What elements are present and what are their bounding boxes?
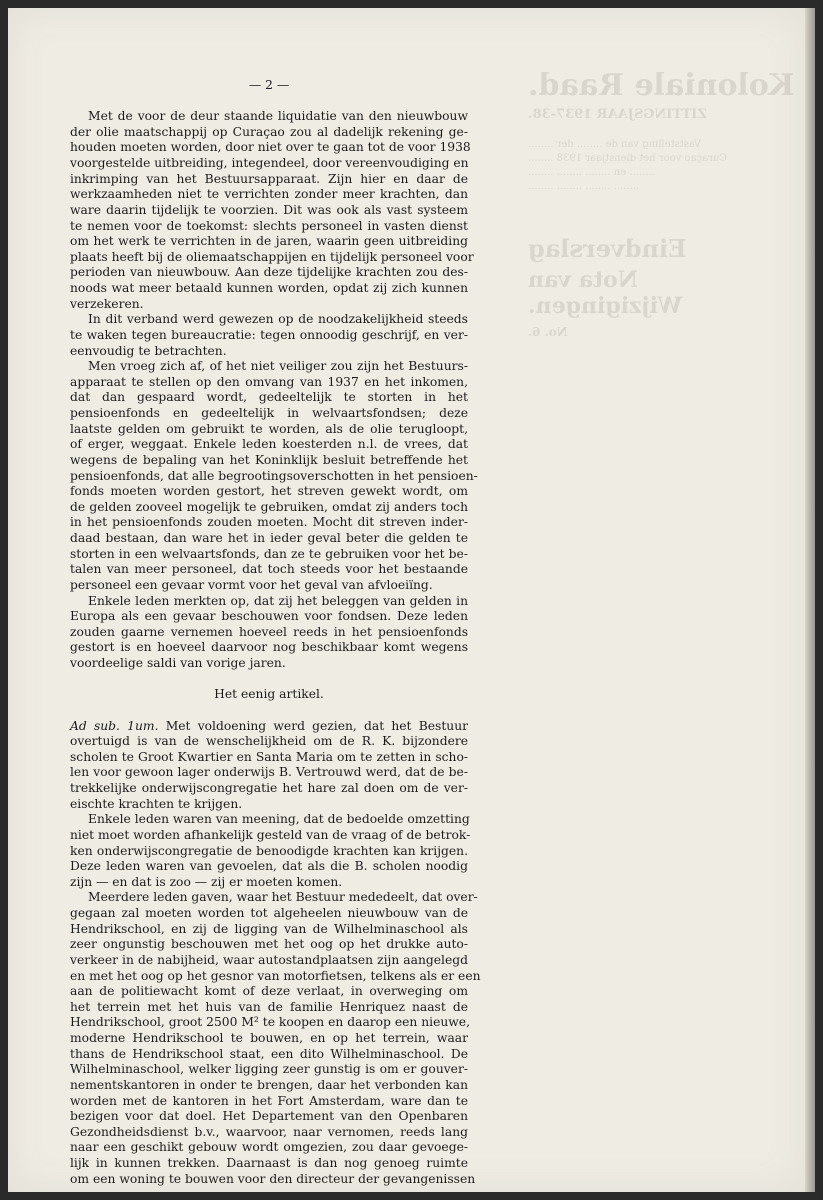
text-line: verkeer in de nabijheid, waar autostandplaatsen zijn aangelegd [70,952,468,967]
text-line: Enkele leden waren van meening, dat de bedoelde omzetting [88,812,470,827]
text-line [70,719,468,735]
text-line: perioden van nieuwbouw. Aan deze tijdelijke krachten zou des- [70,265,468,280]
page-edge [805,8,815,1192]
text-line: ware daarin tijdelijk te voorzien. Dit was ook als vast systeem [70,202,468,217]
text-line: Hendrikschool, en zij de ligging van de Wilhelminaschool als [70,921,468,936]
page-number: — 2 — [248,78,290,92]
text-line: fonds moeten worden gestort, het streven gewekt wordt, om [70,484,468,499]
text-line: Deze leden waren van gevoelen, dat als die B. scholen noodig [70,859,468,874]
text-line: inkrimping van het Bestuursapparaat. Zijn hier en daar de [70,171,468,186]
bleed-through-artifact: Koloniale Raad. ZITTINGSJAAR 1937-38. Vaststelling van de ........ der ........ Curaçao voor het dienstjaar 1938 ........ ........ en ........ ........ ........ ........ ........ ........ ........ Eindverslag Nota van Wijzigingen. No. 6. [528,68,795,339]
text-line: zijn — en dat is zoo — zij er moeten komen. [70,874,343,889]
text-line: gegaan zal moeten worden tot algeheelen nieuwbouw van de [70,906,468,921]
text-line: eenvoudig te betrachten. [70,343,227,358]
text-line: gestort is en hoeveel daarvoor nog beschikbaar komt wegens [70,640,468,655]
text-line: overtuigd is van de wenschelijkheid om de R. K. bijzondere [70,734,468,749]
text-line: lijk in kunnen trekken. Daarnaast is dan nog genoeg ruimte [70,1156,468,1171]
text-line: en met het oog op het gesnor van motorfietsen, telkens als er een [70,968,481,983]
text-line: in het pensioenfonds zouden moeten. Mocht dit streven inder- [70,515,468,530]
text-line: plaats heeft bij de oliemaatschappijen en tijdelijk personeel voor [70,249,474,264]
text-line: te waken tegen bureaucratie: tegen onnoodig geschrijf, en ver- [70,327,468,342]
text-line: Europa als een gevaar beschouwen voor fondsen. Deze leden [70,609,468,624]
text-line: Hendrikschool, groot 2500 M² te koopen en daarop een nieuwe, [70,1015,470,1030]
text-line: Gezondheidsdienst b.v., waarvoor, naar vernomen, reeds lang [70,1124,468,1139]
text-line: het terrein met het huis van de familie Henriquez naast de [70,999,468,1014]
text-line: naar een geschikt gebouw wordt omgezien, zou daar gevoege- [70,1140,468,1155]
text-line: der olie maatschappij op Curaçao zou al dadelijk rekening ge- [70,124,468,139]
text-line: zeer ongunstig beschouwen met het oog op het drukke auto- [70,937,468,952]
text-line: de gelden zooveel mogelijk te gebruiken, omdat zij anders toch [70,499,468,514]
text-line: thans de Hendrikschool staat, een dito Wilhelminaschool. De [70,1046,468,1061]
text-line: storten in een welvaartsfonds, dan ze te gebruiken voor het be- [70,546,468,561]
text-line: bezigen voor dat doel. Het Departement van den Openbaren [70,1109,468,1124]
text-line: talen van meer personeel, dat toch steeds voor het bestaande [70,562,468,577]
text-line: of erger, weggaat. Enkele leden koesterden n.l. de vrees, dat [70,437,468,452]
text-body [70,109,481,1187]
text-line: te nemen voor de toekomst: slechts personeel in vasten dienst [70,218,468,233]
spacer [70,703,468,719]
text-line: verzekeren. [70,296,144,311]
document-text [70,78,481,1187]
text-line: pensioenfonds en gedeeltelijk in welvaartsfondsen; deze [70,406,468,421]
text-line: om het werk te verrichten in de jaren, waarin geen uitbreiding [70,234,468,249]
text-line: Met de voor de deur staande liquidatie van den nieuwbouw [88,109,468,124]
text-line: Meerdere leden gaven, waar het Bestuur mededeelt, dat over- [88,890,478,905]
text-line: apparaat te stellen op den omvang van 1937 en het inkomen, [70,374,468,389]
text-line: worden met de kantoren in het Fort Amsterdam, ware dan te [70,1093,468,1108]
text-line: daad bestaan, dan ware het in ieder geval beter die gelden te [70,531,468,546]
text-line: voorgestelde uitbreiding, integendeel, door vereenvoudiging en [70,156,469,171]
text-line: aan de politiewacht komt of deze verlaat, in overweging om [70,984,468,999]
text-line: trekkelijke onderwijscongregatie het hare zal doen om de ver- [70,781,468,796]
text-line: wegens de bepaling van het Koninklijk besluit betreffende het [70,452,468,467]
text-line: houden moeten worden, door niet over te gaan tot de voor 1938 [70,140,471,155]
document-page [8,8,805,1192]
text-line: moderne Hendrikschool te bouwen, en op het terrein, waar [70,1031,468,1046]
text-line: niet moet worden afhankelijk gesteld van de vraag of de betrok- [70,827,471,842]
text-line: zouden gaarne vernemen hoeveel reeds in het pensioenfonds [70,624,468,639]
text-line: laatste gelden om gebruikt te worden, als de olie terugloopt, [70,421,468,436]
text-line: Enkele leden merkten op, dat zij het beleggen van gelden in [88,593,468,608]
text-line: personeel een gevaar vormt voor het geval van afvloeiïng. [70,577,433,592]
text-line: om een woning te bouwen voor den directeur der gevangenissen [70,1171,476,1186]
text-line: dat dan gespaard wordt, gedeeltelijk te storten in het [70,390,468,405]
article-reference: Ad sub. 1um. [70,718,159,733]
text-line: scholen te Groot Kwartier en Santa Maria om te zetten in scho- [70,749,468,764]
spacer [70,94,468,110]
text-line: noods wat meer betaald kunnen worden, opdat zij zich kunnen [70,281,468,296]
text-line: Men vroeg zich af, of het niet veiliger zou zijn het Bestuurs- [88,359,468,374]
text-line: pensioenfonds, dat alle begrootingsoverschotten in het pensioen- [70,468,478,483]
spacer [70,672,468,688]
text-line: eischte krachten te krijgen. [70,796,243,811]
text-line: ken onderwijscongregatie de benoodigde krachten kan krijgen. [70,843,468,858]
text-line-rest: Met voldoening werd gezien, dat het Bestuur [158,718,468,733]
text-line: nementskantoren in onder te brengen, daar het verbonden kan [70,1077,468,1092]
section-heading: Het eenig artikel. [214,687,324,702]
text-line: len voor gewoon lager onderwijs B. Vertrouwd werd, dat de be- [70,765,468,780]
text-line: Wilhelminaschool, welker ligging zeer gunstig is om er gouver- [70,1062,468,1077]
text-line: voordeelige saldi van vorige jaren. [70,656,286,671]
text-line: In dit verband werd gewezen op de noodzakelijkheid steeds [88,312,468,327]
text-line: werkzaamheden niet te verrichten zonder meer krachten, dan [70,187,468,202]
